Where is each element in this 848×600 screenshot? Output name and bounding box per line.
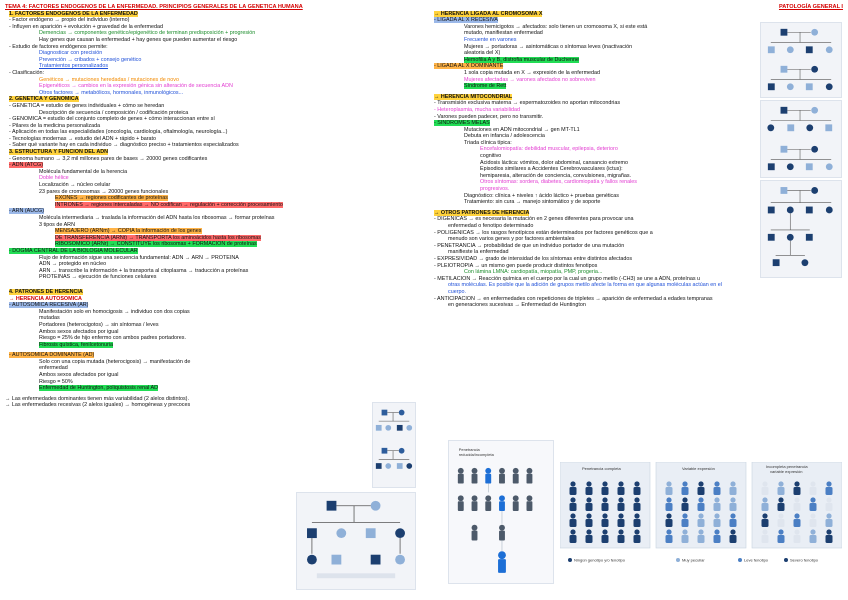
person-icon bbox=[698, 513, 703, 518]
person-icon bbox=[794, 497, 799, 502]
text-line: - Factor endógeno → propio del individuo (interno) bbox=[9, 17, 130, 24]
person-icon bbox=[618, 529, 623, 534]
person-icon bbox=[634, 529, 639, 534]
text-line: Prevención → cribados + consejo genético bbox=[39, 56, 142, 63]
text-line: menudo son varios genes y por factores ambientales bbox=[448, 236, 575, 243]
text-line: DE TRANSFERENCIA (ARNt) → TRANSPORTA los aminoácidos hasta los ribosomas bbox=[55, 234, 262, 241]
person-icon bbox=[602, 481, 607, 486]
pedigree-diagram bbox=[297, 493, 415, 589]
person-icon bbox=[730, 513, 735, 518]
text-line: Triada clínica típica: bbox=[464, 139, 512, 146]
text-line: - ADN (ATCG) bbox=[9, 162, 44, 169]
person-icon bbox=[634, 503, 641, 511]
person-icon bbox=[762, 481, 767, 486]
person-icon bbox=[618, 497, 623, 502]
person-icon bbox=[810, 481, 815, 486]
person-icon bbox=[634, 497, 639, 502]
text-line: aleatoria del X) bbox=[464, 50, 501, 57]
person-icon bbox=[618, 513, 623, 518]
person-icon bbox=[714, 497, 719, 502]
text-line: RIBOSÓMICO (ARNr) → CONSTITUYE los ribosomas + FORMACIÓN de proteínas bbox=[55, 241, 257, 248]
text-line: - Clasificación: bbox=[9, 69, 45, 76]
text-line: - ANTICIPACIÓN → en enfermedades con repeticiones de tripletes → aparición de enfermedad a edades tempranas bbox=[434, 295, 713, 302]
section-heading: 3. ESTRUCTURA Y FUNCIÓN DEL ADN bbox=[9, 149, 109, 156]
person-icon bbox=[666, 535, 673, 543]
person-icon bbox=[810, 487, 817, 495]
person-icon bbox=[602, 513, 607, 518]
page-title: TEMA 4: FACTORES ENDÓGENOS DE LA ENFERMEDAD. PRINCIPIOS GENERALES DE LA GENÉTICA HUMANA bbox=[5, 4, 303, 10]
person-icon bbox=[730, 519, 737, 527]
penetrance-panels-figure bbox=[560, 462, 842, 568]
person-icon bbox=[810, 513, 815, 518]
person-icon bbox=[682, 487, 689, 495]
person-icon bbox=[586, 497, 591, 502]
text-line: Tratamiento: sin cura → manejo sintomático y de soporte bbox=[464, 199, 601, 206]
person-icon bbox=[810, 535, 817, 543]
text-line: Solo con una copia mutada (heterocigosis) → manifestación de bbox=[39, 358, 191, 365]
text-line: Diagnóstico: clínica + niveles ↑ ácido láctico + pruebas genéticas bbox=[464, 192, 619, 199]
text-line: manifieste la enfermedad bbox=[448, 249, 509, 256]
text-line: - GENÉTICA = estudio de genes individuales + cómo se heredan bbox=[9, 102, 165, 109]
person-icon bbox=[778, 497, 783, 502]
person-icon bbox=[698, 481, 703, 486]
text-line: MENSAJERO (ARNm) → COPIA la información de los genes bbox=[55, 228, 202, 235]
person-icon bbox=[602, 503, 609, 511]
person-icon bbox=[826, 487, 833, 495]
left-column bbox=[0, 0, 416, 409]
person-icon bbox=[602, 535, 609, 543]
person-icon bbox=[794, 513, 799, 518]
text-line: Varones hemicigotos → afectados: solo tienen un cromosoma X, si este está bbox=[464, 23, 648, 30]
person-icon bbox=[778, 513, 783, 518]
person-icon bbox=[682, 519, 689, 527]
text-line: mutado, manifiestan enfermedad bbox=[464, 30, 543, 37]
person-icon bbox=[762, 513, 767, 518]
person-icon bbox=[570, 481, 575, 486]
text-line: - Estudio de factores endógenos permite: bbox=[9, 43, 108, 50]
text-line: Fibrosis quística, fenilcetonuria bbox=[39, 341, 114, 348]
person-icon bbox=[682, 497, 687, 502]
person-icon bbox=[618, 519, 625, 527]
person-icon bbox=[778, 535, 785, 543]
section-heading: → OTROS PATRONES DE HERENCIA bbox=[434, 209, 530, 216]
person-icon bbox=[714, 535, 721, 543]
text-line: Ambos sexos afectados por igual bbox=[39, 372, 119, 379]
person-icon bbox=[826, 535, 833, 543]
text-line: Diagnosticar con precisión bbox=[39, 50, 103, 57]
text-line: - DIGÉNICAS → es necesaria la mutación en 2 genes diferentes para provocar una bbox=[434, 216, 634, 223]
text-line: → Las enfermedades recesivas (2 alelos iguales) → homogéneas y precoces bbox=[5, 402, 191, 409]
text-line: cuerpo. bbox=[448, 288, 466, 295]
person-icon bbox=[618, 535, 625, 543]
person-icon bbox=[666, 513, 671, 518]
text-line: - POLIGÉNICAS → los rasgos fenotípicos están determinados por factores genéticos que a bbox=[434, 229, 653, 236]
text-line: enfermedad bbox=[39, 365, 68, 372]
text-line: - Transmisión exclusiva materna → espermatozoides no aportan mitocondrias bbox=[434, 100, 621, 107]
person-icon bbox=[714, 503, 721, 511]
person-icon bbox=[618, 487, 625, 495]
person-icon bbox=[698, 497, 703, 502]
person-icon bbox=[730, 529, 735, 534]
text-line: otras moléculas. Es posible que la adición de grupos metilo afecte la forma en que algunas moléculas actúan en el bbox=[448, 282, 722, 289]
text-line: - Influyen en aparición + evolución + gravedad de la enfermedad bbox=[9, 23, 164, 30]
pedigree-diagram bbox=[373, 403, 415, 487]
person-icon bbox=[698, 535, 705, 543]
person-icon bbox=[762, 519, 769, 527]
pedigree-figure-x-recessive bbox=[760, 22, 842, 98]
person-icon bbox=[794, 519, 801, 527]
person-icon bbox=[570, 519, 577, 527]
penetrance-illustration bbox=[448, 440, 554, 584]
person-icon bbox=[666, 503, 673, 511]
person-icon bbox=[730, 535, 737, 543]
person-icon bbox=[698, 503, 705, 511]
person-icon bbox=[714, 487, 721, 495]
text-line: ARN → transcribe la información + la transporta al citoplasma → traducción a proteínas bbox=[39, 267, 249, 274]
text-line: - PENETRANCIA → probabilidad de que un individuo portador de una mutación bbox=[434, 242, 625, 249]
text-line: - SÍNDROMES MELAS bbox=[434, 120, 490, 127]
person-icon bbox=[666, 497, 671, 502]
person-icon bbox=[810, 529, 815, 534]
person-icon bbox=[570, 535, 577, 543]
text-line: Ambos sexos afectados por igual bbox=[39, 328, 119, 335]
section-heading: 4. PATRONES DE HERENCIA bbox=[9, 288, 83, 295]
person-icon bbox=[570, 497, 575, 502]
text-line: Enfermedad de Huntington, poliquistosis renal AD bbox=[39, 385, 158, 392]
person-icon bbox=[826, 497, 831, 502]
person-icon bbox=[730, 481, 735, 486]
person-icon bbox=[698, 529, 703, 534]
text-line: Flujo de información sigue una secuencia fundamental: ADN → ARN → PROTEÍNA bbox=[39, 254, 239, 261]
person-icon bbox=[682, 513, 687, 518]
person-icon bbox=[586, 529, 591, 534]
text-line: Manifestación solo en homocigosis → individuo con dos copias bbox=[39, 308, 190, 315]
text-line: Debuta en infancia / adolescencia bbox=[464, 133, 545, 140]
person-icon bbox=[730, 497, 735, 502]
text-line: Epigenéticos → cambios en la expresión génica sin alteración de secuencia ADN bbox=[39, 83, 233, 90]
text-line: enfermedad o fenotipo determinado bbox=[448, 223, 534, 229]
text-line: Localización → núcleo celular bbox=[39, 182, 111, 189]
text-line: - METILACIÓN → Reacción química en el cuerpo por la cual un grupo metilo (-CH3) se une a ADN, proteínas u bbox=[434, 275, 701, 282]
section-heading: → HERENCIA LIGADA AL CROMOSOMA X bbox=[434, 10, 543, 17]
legend-label: Ningún genotipo y/o fenotipo bbox=[574, 557, 625, 563]
text-line: PROTEÍNAS → ejecución de funciones celulares bbox=[39, 274, 157, 281]
text-line: - PLEIOTROPÍA → un mismo gen puede producir distintos fenotipos bbox=[434, 262, 598, 269]
pedigree-figure-dominant bbox=[296, 492, 416, 590]
text-line: Tratamientos personalizados bbox=[39, 63, 109, 70]
text-line: Episodios similares a Accidentes Cerebrovasculares (ictus): bbox=[480, 166, 623, 173]
text-line: - Heteroplasmia, mucha variabilidad bbox=[434, 106, 520, 113]
section-heading: 1. FACTORES ENDÓGENOS DE LA ENFERMEDAD bbox=[9, 10, 138, 17]
person-icon bbox=[682, 481, 687, 486]
person-icon bbox=[618, 503, 625, 511]
text-line: Mutaciones en ADN mitocondrial → gen MT-TL1 bbox=[464, 126, 580, 133]
person-icon bbox=[794, 487, 801, 495]
text-line: - GENÓMICA = estudio del conjunto completo de genes + cómo interaccionan entre sí bbox=[9, 116, 215, 123]
pedigree-figure-recessive bbox=[372, 402, 416, 488]
text-line: - AUTOSÓMICA DOMINANTE (AD) bbox=[9, 352, 95, 359]
text-line: progresivos. bbox=[480, 186, 510, 193]
text-line: EXONES → regiones codificantes de proteínas bbox=[55, 195, 168, 202]
person-icon bbox=[618, 481, 623, 486]
text-line: 1 sola copia mutada en X → expresión de la enfermedad bbox=[464, 69, 601, 76]
text-line: Molécula fundamental de la herencia bbox=[39, 168, 128, 175]
person-icon bbox=[730, 503, 737, 511]
person-icon bbox=[570, 503, 577, 511]
text-line: - Genoma humano → 3,2 mil millones pares de bases → 20000 genes codificantes bbox=[9, 155, 208, 162]
text-line: Frecuente en varones bbox=[464, 36, 517, 43]
text-line: Acidosis láctica: vómitos, dolor abdominal, cansancio extremo bbox=[480, 159, 629, 166]
pedigree-figure-mitochondrial bbox=[760, 180, 842, 278]
text-line: en generaciones sucesivas → Enfermedad de Huntington bbox=[448, 302, 586, 309]
person-icon bbox=[826, 519, 833, 527]
text-line: Demencias → componentes genético/epigenético de terminan predisposición + progresión bbox=[39, 30, 256, 37]
person-icon bbox=[826, 513, 831, 518]
text-line: Mujeres afectadas → varones afectados no sobreviven bbox=[464, 76, 596, 83]
person-icon bbox=[602, 497, 607, 502]
text-line: Otros factores → metabólicos, hormonales, inmunológicos... bbox=[39, 89, 184, 96]
text-line: - LIGADA AL X DOMINANTE bbox=[434, 63, 504, 70]
person-icon bbox=[602, 529, 607, 534]
text-line: - AUTOSÓMICA RECESIVA (AR) bbox=[9, 302, 89, 309]
text-line: ADN → protegido en núcleo bbox=[39, 261, 107, 268]
text-line: hemiparesia, alteración de conciencia, convulsiones, migrañas. bbox=[480, 172, 632, 179]
person-icon bbox=[634, 487, 641, 495]
sub-heading: → HERENCIA AUTOSÓMICA bbox=[9, 295, 82, 302]
person-icon bbox=[682, 535, 689, 543]
person-icon bbox=[570, 487, 577, 495]
person-icon bbox=[698, 519, 705, 527]
person-icon bbox=[762, 529, 767, 534]
text-line: 23 pares de cromosomas → 20000 genes funcionales bbox=[39, 188, 169, 195]
person-icon bbox=[634, 513, 639, 518]
person-icon bbox=[602, 487, 609, 495]
person-icon bbox=[826, 481, 831, 486]
figure-title-line2: reducida/incompleta bbox=[458, 452, 494, 458]
person-icon bbox=[714, 529, 719, 534]
legend-label: Leve fenotipo bbox=[744, 557, 769, 563]
panel-label: variable expresión bbox=[770, 469, 803, 474]
person-icon bbox=[666, 529, 671, 534]
text-line: Con lámina LMNA: cardiopatía, miopatía, PMP, progeria... bbox=[464, 269, 603, 276]
text-line: - Pilares de la medicina personalizada bbox=[9, 122, 101, 129]
section-heading: → HERENCIA MITOCONDRIAL bbox=[434, 93, 513, 100]
text-line: → Las enfermedades dominantes tienen más variabilidad (2 alelos distintos). bbox=[5, 395, 189, 402]
person-icon bbox=[762, 497, 767, 502]
text-line: - ARN (AUCG) bbox=[9, 208, 45, 215]
person-icon bbox=[810, 519, 817, 527]
person-icon bbox=[634, 481, 639, 486]
person-icon bbox=[762, 487, 769, 495]
person-icon bbox=[810, 497, 815, 502]
text-line: Hay genes que causan la enfermedad + hay genes que pueden aumentar el riesgo bbox=[39, 36, 238, 43]
person-icon bbox=[698, 487, 705, 495]
text-line: Riesgo = 50% bbox=[39, 378, 73, 385]
text-line: mutadas bbox=[39, 315, 60, 322]
person-icon bbox=[810, 503, 817, 511]
section-heading: 2. GENÉTICA Y GENÓMICA bbox=[9, 96, 79, 103]
text-line: 3 tipos de ARN bbox=[39, 221, 75, 228]
penetrance-panels bbox=[560, 462, 842, 568]
person-icon bbox=[666, 519, 673, 527]
text-line: - EXPRESIVIDAD → grado de intensidad de los síntomas entre distintos afectados bbox=[434, 255, 633, 262]
person-icon bbox=[714, 513, 719, 518]
pedigree-diagram bbox=[761, 101, 841, 177]
pedigree-figure-x-dominant bbox=[760, 100, 842, 178]
person-icon bbox=[794, 481, 799, 486]
penetrance-figure bbox=[449, 441, 553, 583]
person-icon bbox=[682, 529, 687, 534]
text-line: Genéticos → mutaciones heredadas / mutaciones de novo bbox=[39, 76, 179, 83]
person-icon bbox=[586, 487, 593, 495]
person-icon bbox=[762, 503, 769, 511]
person-icon bbox=[666, 487, 673, 495]
person-icon bbox=[634, 519, 641, 527]
text-line: cognitivo bbox=[480, 153, 502, 160]
person-icon bbox=[762, 535, 769, 543]
text-line: Mujeres → portadoras → asintomáticas o síntomas leves (inactivación bbox=[464, 43, 633, 50]
person-icon bbox=[586, 481, 591, 486]
person-icon bbox=[570, 529, 575, 534]
text-line: Molécula intermediaria → traslada la información del ADN hasta los ribosomas → formar proteínas bbox=[39, 215, 275, 221]
text-line: Hemofilia A y B, distrofia muscular de Duchenne bbox=[464, 56, 580, 63]
figure-title-line1: Penetrancia bbox=[458, 447, 480, 453]
text-line: - DOGMA CENTRAL DE LA BIOLOGÍA MOLECULAR bbox=[9, 247, 138, 254]
pedigree-diagram bbox=[761, 181, 841, 277]
panel-label: Incompleta penetrancia bbox=[766, 464, 808, 469]
person-icon bbox=[794, 535, 801, 543]
text-line: - Varones pueden padecer, pero no transmitir. bbox=[434, 113, 544, 120]
text-line: - Saber qué variante hay en cada individuo → diagnóstico preciso + tratamientos especializados bbox=[9, 142, 239, 149]
panel-label: Variable expresión bbox=[682, 466, 715, 471]
person-icon bbox=[586, 535, 593, 543]
person-icon bbox=[714, 481, 719, 486]
person-icon bbox=[826, 503, 833, 511]
text-line: Encefalomiopatía: debilidad muscular, epilepsia, deterioro bbox=[480, 146, 618, 153]
person-icon bbox=[586, 503, 593, 511]
text-line: - Tecnologías modernas → estudio del ADN + rápido + barato bbox=[9, 135, 157, 142]
person-icon bbox=[602, 519, 609, 527]
text-line: - LIGADA AL X RECESIVA bbox=[434, 17, 498, 24]
person-icon bbox=[794, 529, 799, 534]
text-line: Doble hélice bbox=[39, 175, 69, 182]
text-line: Descripción de secuencia / composición / codificación proteica bbox=[39, 109, 189, 116]
person-icon bbox=[586, 513, 591, 518]
person-icon bbox=[682, 503, 689, 511]
pedigree-diagram bbox=[761, 23, 841, 97]
person-icon bbox=[666, 481, 671, 486]
person-icon bbox=[778, 529, 783, 534]
legend-label: Muy peculiar bbox=[682, 557, 705, 563]
text-line: Riesgo = 25% de hijo enfermo con ambos padres portadores. bbox=[39, 335, 186, 342]
text-line: - Aplicación en todas las especialidades (oncología, cardiología, oftalmología, neurología...) bbox=[9, 129, 228, 136]
person-icon bbox=[778, 519, 785, 527]
course-title: PATOLOGÍA GENERAL I bbox=[778, 4, 843, 10]
text-line: Síndrome de Rett bbox=[464, 83, 507, 90]
text-line: Portadores (heterocigotos) → sin síntomas / leves bbox=[39, 321, 159, 328]
person-icon bbox=[778, 481, 783, 486]
text-line: Otros síntomas: sordera, diabetes, cardiomiopatía y fallos renales bbox=[480, 179, 638, 186]
person-icon bbox=[586, 519, 593, 527]
panel-label: Penetrancia completa bbox=[582, 466, 621, 471]
person-icon bbox=[778, 487, 785, 495]
text-line: INTRONES → regiones intercaladas → NO codifican → regulación + corrección procesamiento bbox=[55, 201, 283, 208]
legend-label: Severo fenotipo bbox=[790, 557, 819, 563]
person-icon bbox=[730, 487, 737, 495]
person-icon bbox=[634, 535, 641, 543]
person-icon bbox=[778, 503, 785, 511]
person-icon bbox=[570, 513, 575, 518]
person-icon bbox=[826, 529, 831, 534]
person-icon bbox=[714, 519, 721, 527]
person-icon bbox=[794, 503, 801, 511]
